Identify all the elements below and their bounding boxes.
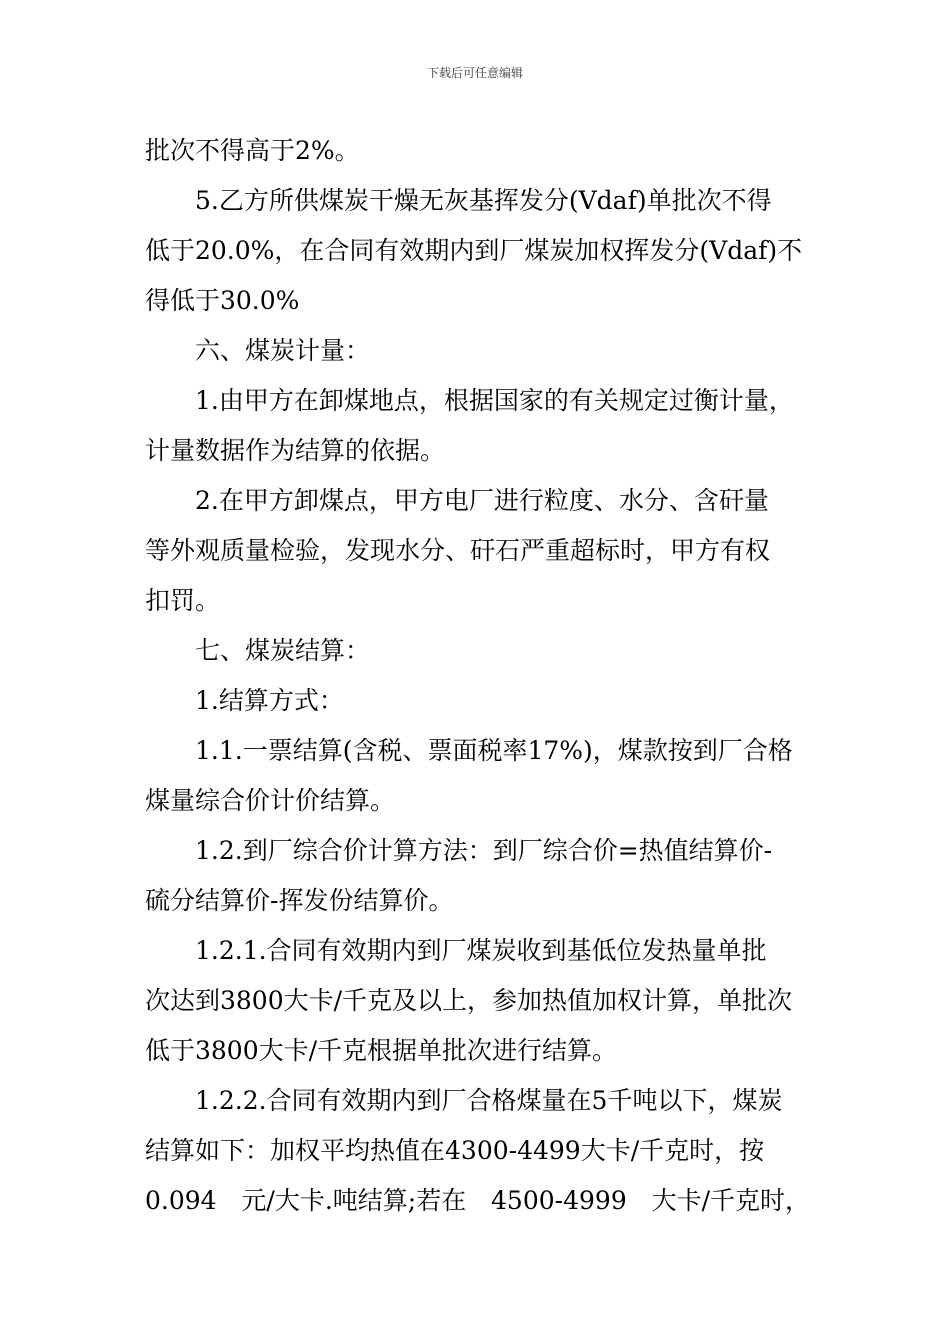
text-token: 元/大卡.吨结算;若在 <box>241 1186 467 1215</box>
text-line: 1.由甲方在卸煤地点，根据国家的有关规定过衡计量， <box>195 386 794 415</box>
text-line: 结算如下：加权平均热值在4300-4499大卡/千克时，按 <box>145 1136 765 1165</box>
text-token: 4500-4999 <box>491 1186 627 1215</box>
text-line: 2.在甲方卸煤点，甲方电厂进行粒度、水分、含矸量 <box>195 486 769 515</box>
text-line: 1.2.2.合同有效期内到厂合格煤量在5千吨以下，煤炭 <box>195 1086 783 1115</box>
text-line: 批次不得高于2%。 <box>145 136 360 165</box>
text-line: 5.乙方所供煤炭干燥无灰基挥发分(Vdaf)单批次不得 <box>195 186 772 215</box>
text-line: 低于3800大卡/千克根据单批次进行结算。 <box>145 1036 618 1065</box>
text-line: 硫分结算价-挥发份结算价。 <box>145 886 454 915</box>
text-line: 得低于30.0% <box>145 286 300 315</box>
text-line: 1.结算方式： <box>195 686 344 715</box>
text-line: 等外观质量检验，发现水分、矸石严重超标时，甲方有权 <box>145 536 771 565</box>
text-line: 煤量综合价计价结算。 <box>145 786 396 815</box>
section-heading: 七、煤炭结算： <box>195 636 371 665</box>
page-header: 下载后可任意编辑 <box>426 66 523 80</box>
text-token: 大卡/千克时， <box>651 1186 810 1215</box>
text-line: 低于20.0%，在合同有效期内到厂煤炭加权挥发分(Vdaf)不 <box>145 236 803 265</box>
text-token: 0.094 <box>145 1186 217 1215</box>
document-body <box>145 126 810 1226</box>
section-heading: 六、煤炭计量： <box>195 336 371 365</box>
text-line: 1.1.一票结算(含税、票面税率17%)，煤款按到厂合格 <box>195 736 793 765</box>
text-line-justified <box>145 1176 810 1226</box>
text-line: 1.2.到厂综合价计算方法：到厂综合价=热值结算价- <box>195 836 773 865</box>
text-line: 扣罚。 <box>145 586 221 615</box>
text-line: 1.2.1.合同有效期内到厂煤炭收到基低位发热量单批 <box>195 936 767 965</box>
text-line: 次达到3800大卡/千克及以上，参加热值加权计算，单批次 <box>145 986 793 1015</box>
text-line: 计量数据作为结算的依据。 <box>145 436 446 465</box>
